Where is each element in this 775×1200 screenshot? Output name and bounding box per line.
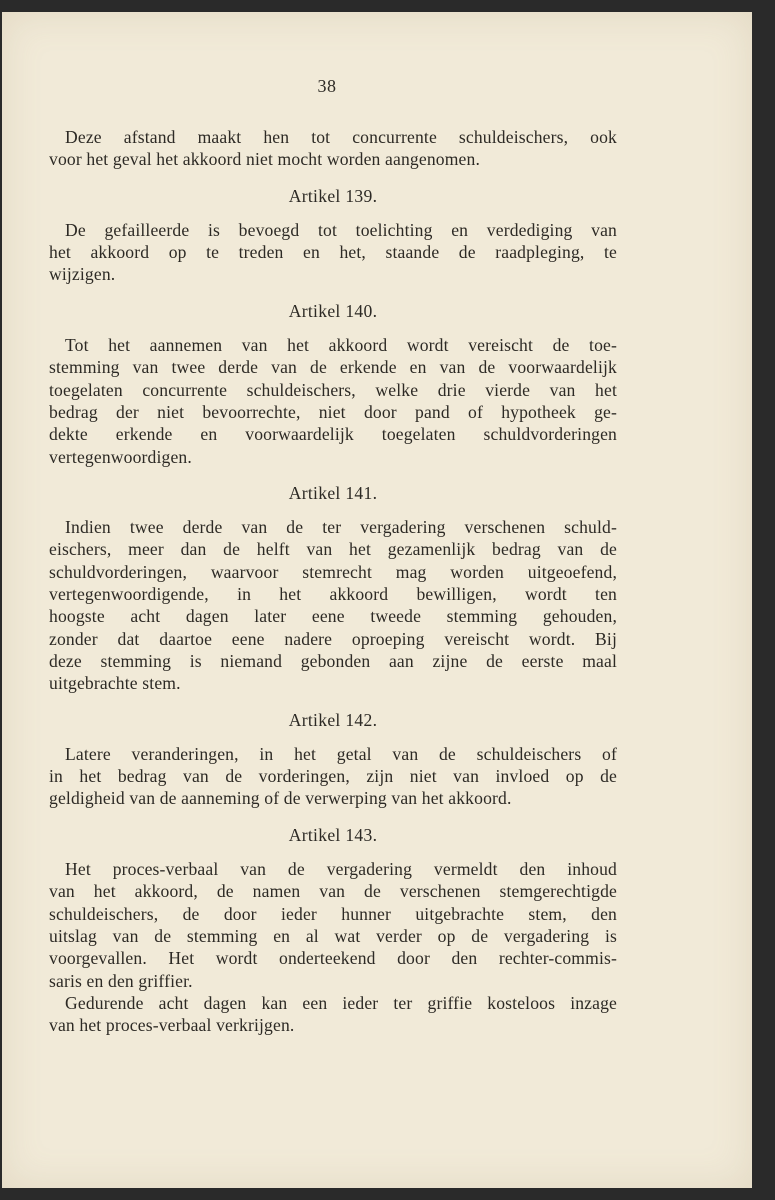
text-line: stemming van twee derde van de erkende en van de voorwaardelijk	[49, 357, 617, 378]
text-line: voorgevallen. Het wordt onderteekend door den rechter-commis-	[49, 948, 617, 969]
text-line: wijzigen.	[49, 264, 116, 285]
article-heading: Artikel 141.	[288, 482, 378, 503]
book-page	[2, 12, 752, 1188]
page-body	[49, 126, 617, 1036]
text-line: zonder dat daartoe eene nadere oproeping vereischt wordt. Bij	[49, 628, 617, 649]
text-line: het akkoord op te treden en het, staande de raadpleging, te	[49, 242, 617, 263]
article-heading: Artikel 143.	[288, 824, 378, 845]
article-143	[49, 824, 617, 1037]
text-line: deze stemming is niemand gebonden aan zijne de eerste maal	[49, 650, 617, 671]
text-line: vertegenwoordigende, in het akkoord bewilligen, wordt ten	[49, 584, 617, 605]
text-line: uitslag van de stemming en al wat verder op de vergadering is	[49, 925, 617, 946]
text-line: Deze afstand maakt hen tot concurrente schuldeischers, ook	[65, 127, 617, 147]
article-140	[49, 300, 617, 468]
text-line: vertegenwoordigen.	[49, 446, 192, 467]
text-line: eischers, meer dan de helft van het gezamenlijk bedrag van de	[49, 539, 617, 560]
text-line: Indien twee derde van de ter vergadering verschenen schuld-	[65, 517, 617, 538]
text-line: De gefailleerde is bevoegd tot toelichting en verdediging van	[65, 219, 617, 240]
text-line: van het proces-verbaal verkrijgen.	[49, 1015, 295, 1036]
text-line: Gedurende acht dagen kan een ieder ter griffie kosteloos inzage	[65, 992, 617, 1013]
text-line: in het bedrag van de vorderingen, zijn niet van invloed op de	[49, 766, 617, 787]
page-number: 38	[317, 76, 337, 96]
text-line: van het akkoord, de namen van de verschenen stemgerechtigde	[49, 881, 617, 902]
text-line: geldigheid van de aanneming of de verwerping van het akkoord.	[49, 788, 512, 809]
text-line: uitgebrachte stem.	[49, 673, 181, 694]
text-line: bedrag der niet bevoorrechte, niet door pand of hypotheek ge-	[49, 401, 617, 422]
article-139	[49, 185, 617, 286]
text-line: Latere veranderingen, in het getal van de schuldeischers of	[65, 743, 617, 764]
text-line: voor het geval het akkoord niet mocht worden aangenomen.	[49, 149, 481, 170]
article-heading: Artikel 139.	[288, 185, 378, 206]
article-heading: Artikel 140.	[288, 300, 378, 321]
article-141	[49, 482, 617, 695]
intro-paragraph	[49, 126, 617, 171]
text-line: toegelaten concurrente schuldeischers, welke drie vierde van het	[49, 379, 617, 400]
article-heading: Artikel 142.	[288, 709, 378, 730]
text-line: Tot het aannemen van het akkoord wordt vereischt de toe-	[65, 335, 617, 356]
text-line: dekte erkende en voorwaardelijk toegelaten schuldvorderingen	[49, 424, 617, 445]
text-line: Het proces-verbaal van de vergadering vermeldt den inhoud	[65, 859, 617, 880]
article-142	[49, 709, 617, 810]
text-line: saris en den griffier.	[49, 970, 193, 991]
text-line: hoogste acht dagen later eene tweede stemming gehouden,	[49, 606, 617, 627]
text-line: schuldeischers, de door ieder hunner uitgebrachte stem, den	[49, 903, 617, 924]
text-line: schuldvorderingen, waarvoor stemrecht mag worden uitgeoefend,	[49, 561, 617, 582]
